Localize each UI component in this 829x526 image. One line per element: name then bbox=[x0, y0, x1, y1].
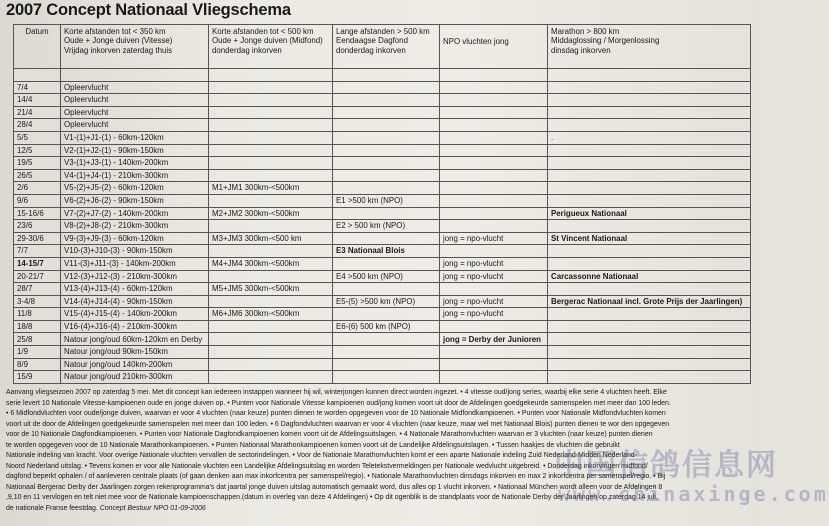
cell-midfond bbox=[209, 333, 333, 346]
cell-npo-jong bbox=[440, 220, 548, 233]
cell-date: 28/4 bbox=[14, 119, 61, 132]
cell-vitesse: V11-(3)+J11-(3) - 140km-200km bbox=[61, 257, 209, 270]
cell-dagfond bbox=[333, 69, 440, 82]
cell-npo-jong bbox=[440, 157, 548, 170]
schedule-row bbox=[14, 257, 751, 270]
cell-marathon bbox=[548, 283, 751, 296]
cell-npo-jong: jong = npo-vlucht bbox=[440, 308, 548, 321]
cell-midfond bbox=[209, 131, 333, 144]
cell-npo-jong bbox=[440, 320, 548, 333]
cell-date: 9/6 bbox=[14, 194, 61, 207]
cell-date: 8/9 bbox=[14, 358, 61, 371]
footnote-line: • 6 Midfondvluchten voor oude/jonge duiven, waarvan er voor 4 vluchten (naar keuze) punten dienen te worden opgegeven voor de 10 Nationale Midfondkampioenen. • Punten voor Nationale Midfondvluchten komen bbox=[6, 410, 666, 417]
cell-vitesse: V5-(2)+J5-(2) - 60km-120km bbox=[61, 182, 209, 195]
cell-date: 15-16/6 bbox=[14, 207, 61, 220]
cell-marathon bbox=[548, 358, 751, 371]
cell-dagfond bbox=[333, 308, 440, 321]
cell-date: 20-21/7 bbox=[14, 270, 61, 283]
cell-dagfond bbox=[333, 106, 440, 119]
cell-vitesse: Natour jong/oud 210km-300km bbox=[61, 371, 209, 384]
cell-dagfond bbox=[333, 283, 440, 296]
schedule-row bbox=[14, 245, 751, 258]
cell-marathon: St Vincent Nationaal bbox=[548, 232, 751, 245]
cell-dagfond bbox=[333, 131, 440, 144]
cell-marathon: . bbox=[548, 131, 751, 144]
header-text: donderdag inkorven bbox=[212, 45, 282, 55]
cell-date: 29-30/6 bbox=[14, 232, 61, 245]
cell-npo-jong bbox=[440, 194, 548, 207]
cell-dagfond bbox=[333, 257, 440, 270]
schedule-row bbox=[14, 333, 751, 346]
cell-dagfond bbox=[333, 346, 440, 359]
cell-npo-jong: jong = npo-vlucht bbox=[440, 232, 548, 245]
header-text: Oude + Jonge duiven (Vitesse) bbox=[64, 36, 173, 46]
footnote-line: de nationale Franse feestdag. Concept Bestuur NPO 01-09-2006 bbox=[6, 504, 206, 512]
cell-vitesse: V7-(2)+J7-(2) - 140km-200km bbox=[61, 207, 209, 220]
cell-dagfond bbox=[333, 207, 440, 220]
cell-date: 3-4/8 bbox=[14, 295, 61, 308]
cell-vitesse: Opleervlucht bbox=[61, 94, 209, 107]
schedule-row bbox=[14, 220, 751, 233]
cell-dagfond bbox=[333, 371, 440, 384]
cell-marathon bbox=[548, 169, 751, 182]
cell-dagfond: E1 >500 km (NPO) bbox=[333, 194, 440, 207]
schedule-body bbox=[14, 69, 751, 384]
footnote-lines bbox=[6, 388, 754, 514]
cell-midfond bbox=[209, 320, 333, 333]
cell-dagfond bbox=[333, 232, 440, 245]
cell-date: 26/5 bbox=[14, 169, 61, 182]
schedule-row bbox=[14, 358, 751, 371]
schedule-row bbox=[14, 283, 751, 296]
cell-dagfond bbox=[333, 94, 440, 107]
cell-midfond bbox=[209, 69, 333, 82]
cell-marathon bbox=[548, 182, 751, 195]
cell-npo-jong: jong = npo-vlucht bbox=[440, 295, 548, 308]
watermark-url: www.chinaxinge.com bbox=[558, 482, 829, 506]
header-text: Korte afstanden tot < 350 km bbox=[64, 27, 166, 36]
schedule-row bbox=[14, 182, 751, 195]
cell-vitesse: Natour jong/oud 90km-150km bbox=[61, 346, 209, 359]
footnote-line: ,9,10 en 11 vervlogen en telt niet mee voor de Nationale kampioenschappen.(datum in overleg van deze 4 Afdelingen) • Op dit ogenblik is de standplaats voor de Nationale Derby der Jaarlingen op zaterdag 14 juli, bbox=[6, 494, 658, 501]
header-text: Vrijdag inkorven zaterdag thuis bbox=[64, 45, 173, 55]
cell-date: 5/5 bbox=[14, 131, 61, 144]
footnote-line: voor de 10 Nationale Dagfondkampioenen. • Punten voor Nationale Dagfondkampioenen komen voort uit de Afdelingsuitslagen. • 4 Nationale Marathonvluchten waarvan er 3 vluchten (naar keuze) punten dienen bbox=[6, 431, 653, 438]
header-marathon bbox=[548, 25, 751, 69]
cell-vitesse: V13-(4)+J13-(4) - 60km-120km bbox=[61, 283, 209, 296]
schedule-row bbox=[14, 207, 751, 220]
cell-vitesse: Opleervlucht bbox=[61, 81, 209, 94]
cell-date: 25/8 bbox=[14, 333, 61, 346]
cell-vitesse: V10-(3)+J10-(3) - 90km-150km bbox=[61, 245, 209, 258]
header-text: Oude + Jonge duiven (Midfond) bbox=[212, 36, 323, 46]
cell-midfond bbox=[209, 157, 333, 170]
cell-npo-jong bbox=[440, 119, 548, 132]
cell-date: 14-15/7 bbox=[14, 257, 61, 270]
cell-vitesse: Natour jong/oud 60km-120km en Derby bbox=[61, 333, 209, 346]
cell-date: 23/6 bbox=[14, 220, 61, 233]
cell-dagfond bbox=[333, 169, 440, 182]
cell-vitesse: Opleervlucht bbox=[61, 119, 209, 132]
cell-midfond: M3+JM3 300km-<500 km bbox=[209, 232, 333, 245]
cell-marathon bbox=[548, 245, 751, 258]
cell-midfond bbox=[209, 169, 333, 182]
cell-midfond: M1+JM1 300km-<500km bbox=[209, 182, 333, 195]
header-text: Lange afstanden > 500 km bbox=[336, 27, 430, 36]
cell-npo-jong bbox=[440, 94, 548, 107]
cell-date: 14/4 bbox=[14, 94, 61, 107]
cell-midfond bbox=[209, 346, 333, 359]
schedule-row bbox=[14, 295, 751, 308]
schedule-row bbox=[14, 131, 751, 144]
cell-midfond bbox=[209, 81, 333, 94]
cell-npo-jong bbox=[440, 207, 548, 220]
cell-midfond bbox=[209, 94, 333, 107]
cell-dagfond: E4 >500 km (NPO) bbox=[333, 270, 440, 283]
cell-midfond bbox=[209, 245, 333, 258]
cell-dagfond bbox=[333, 119, 440, 132]
footnote-line: Aanvang vliegseizoen 2007 op zaterdag 5 mei. Met dit concept kan iedereen instappen wanneer hij wil, winterjongen kunnen direct worden ingezet. • 4 vitesse oud/jong series, waarbij elke serie 4 vluchten heeft. Elke bbox=[6, 389, 667, 396]
schedule-row bbox=[14, 232, 751, 245]
header-text: donderdag inkorven bbox=[336, 45, 406, 55]
cell-marathon bbox=[548, 308, 751, 321]
cell-midfond: M2+JM2 300km-<500km bbox=[209, 207, 333, 220]
cell-npo-jong bbox=[440, 144, 548, 157]
cell-vitesse: V2-(1)+J2-(1) - 90km-150km bbox=[61, 144, 209, 157]
schedule-row bbox=[14, 320, 751, 333]
footnote-line: Noord Nederland uitslag. • Tevens komen er voor alle Nationale vluchten een Landelijke Afdelingsuitslag en worden Teletekstvermeldingen per Nationale wedvlucht uitgebreid. • Donderdag inkorvingen midfond/ bbox=[6, 462, 648, 470]
cell-dagfond bbox=[333, 144, 440, 157]
cell-vitesse: V15-(4)+J15-(4) - 140km-200km bbox=[61, 308, 209, 321]
cell-marathon bbox=[548, 333, 751, 346]
cell-vitesse: Natour jong/oud 140km-200km bbox=[61, 358, 209, 371]
cell-vitesse: V9-(3)+J9-(3) - 60km-120km bbox=[61, 232, 209, 245]
cell-npo-jong bbox=[440, 346, 548, 359]
cell-marathon: Bergerac Nationaal incl. Grote Prijs der Jaarlingen) bbox=[548, 295, 751, 308]
cell-dagfond: E5-(5) >500 km (NPO) bbox=[333, 295, 440, 308]
cell-marathon bbox=[548, 220, 751, 233]
watermark-chinese-text: 中国信鸽信息网 bbox=[554, 448, 778, 483]
cell-midfond bbox=[209, 371, 333, 384]
header-short-vitesse bbox=[61, 25, 209, 69]
cell-npo-jong: jong = npo-vlucht bbox=[440, 270, 548, 283]
cell-midfond bbox=[209, 194, 333, 207]
header-text: NPO vluchten jong bbox=[443, 37, 509, 46]
cell-marathon bbox=[548, 144, 751, 157]
header-text: Korte afstanden tot < 500 km bbox=[212, 27, 314, 36]
cell-dagfond bbox=[333, 358, 440, 371]
cell-date: 12/5 bbox=[14, 144, 61, 157]
cell-midfond bbox=[209, 106, 333, 119]
cell-npo-jong bbox=[440, 283, 548, 296]
cell-date bbox=[14, 69, 61, 82]
cell-vitesse: V1-(1)+J1-(1) - 60km-120km bbox=[61, 131, 209, 144]
schedule-row bbox=[14, 94, 751, 107]
cell-dagfond bbox=[333, 81, 440, 94]
footnote-line: voort uit de door de Afdelingen goedgekeurde samenspelen met meer dan 100 leden. • 6 Dagfondvluchten waarvan er voor 4 vluchten (naar keuze, maar wel met Nationaal Blois) punten dienen te wor den opgegeven bbox=[6, 420, 670, 428]
cell-dagfond: E3 Nationaal Blois bbox=[333, 245, 440, 258]
cell-vitesse: V4-(1)+J4-(1) - 210km-300km bbox=[61, 169, 209, 182]
cell-marathon bbox=[548, 94, 751, 107]
cell-marathon bbox=[548, 194, 751, 207]
cell-npo-jong: jong = npo-vlucht bbox=[440, 257, 548, 270]
footnote bbox=[6, 388, 754, 514]
header-short-midfond bbox=[209, 25, 333, 69]
cell-midfond bbox=[209, 270, 333, 283]
schedule-row bbox=[14, 69, 751, 82]
cell-npo-jong bbox=[440, 371, 548, 384]
cell-vitesse: V14-(4)+J14-(4) - 90km-150km bbox=[61, 295, 209, 308]
footnote-signature: Concept Bestuur NPO 01-09-2006 bbox=[99, 504, 206, 512]
cell-dagfond: E2 > 500 km (NPO) bbox=[333, 220, 440, 233]
cell-midfond bbox=[209, 144, 333, 157]
header-long-dagfond bbox=[333, 25, 440, 69]
cell-marathon bbox=[548, 69, 751, 82]
cell-npo-jong bbox=[440, 358, 548, 371]
cell-marathon: Perigueux Nationaal bbox=[548, 207, 751, 220]
cell-marathon bbox=[548, 119, 751, 132]
footnote-line: Nationale indeling van kracht. Voor overige Nationale vluchten vervallen de sectorindelingen. • Voor de Nationale Marathonvluchten komt er een aparte Nationale indeling Zuid Nederland-Midden Nederland- bbox=[6, 452, 638, 459]
cell-marathon bbox=[548, 346, 751, 359]
cell-vitesse: V12-(3)+J12-(3) - 210km-300km bbox=[61, 270, 209, 283]
schedule-row bbox=[14, 144, 751, 157]
cell-midfond bbox=[209, 119, 333, 132]
schedule-row bbox=[14, 81, 751, 94]
flight-schedule-table bbox=[13, 24, 751, 384]
footnote-line: Nationaal Bergerac Derby der Jaarlingen zorgen rekenprogramma's dat jaartal jonge duiven uitslag automatisch gemaakt word, dus alles op 1 vlucht inkorven. • Nationaal München wordt alleen voor de Afdelingen 8 bbox=[6, 483, 663, 491]
cell-vitesse bbox=[61, 69, 209, 82]
cell-vitesse: V6-(2)+J6-(2) - 90km-150km bbox=[61, 194, 209, 207]
header-text: dinsdag inkorven bbox=[551, 45, 611, 55]
schedule-row bbox=[14, 346, 751, 359]
header-datum bbox=[14, 25, 61, 69]
schedule-row bbox=[14, 308, 751, 321]
cell-dagfond bbox=[333, 182, 440, 195]
schedule-row bbox=[14, 157, 751, 170]
cell-marathon bbox=[548, 81, 751, 94]
schedule-row bbox=[14, 169, 751, 182]
cell-marathon bbox=[548, 257, 751, 270]
cell-midfond bbox=[209, 220, 333, 233]
cell-dagfond bbox=[333, 333, 440, 346]
cell-npo-jong bbox=[440, 169, 548, 182]
cell-date: 18/8 bbox=[14, 320, 61, 333]
header-npo-jong bbox=[440, 25, 548, 69]
header-datum-label: Datum bbox=[25, 27, 49, 36]
cell-date: 7/7 bbox=[14, 245, 61, 258]
cell-marathon bbox=[548, 106, 751, 119]
cell-npo-jong bbox=[440, 69, 548, 82]
cell-vitesse: Opleervlucht bbox=[61, 106, 209, 119]
cell-marathon bbox=[548, 320, 751, 333]
footnote-line: serie levert 10 Nationale Vitesse-kampioenen oude en jonge duiven op. • Punten voor Nationale Vitesse kampioenen oud/jong komen voort uit door de Afdelingen goedgekeurde samenspelen met meer dan 100 leden. bbox=[6, 399, 671, 407]
schedule-row bbox=[14, 371, 751, 384]
cell-midfond: M6+JM6 300km-<500km bbox=[209, 308, 333, 321]
cell-date: 7/4 bbox=[14, 81, 61, 94]
cell-npo-jong bbox=[440, 81, 548, 94]
header-row bbox=[14, 25, 751, 69]
schedule-row bbox=[14, 270, 751, 283]
cell-marathon bbox=[548, 157, 751, 170]
footnote-line: dagfond beperkt ophalen / of aanleveren centrale plaats (of gaan denken aan max inkorfcentra per samenspel/regio). • Nationale Marathonvluchten dinsdags inkorven en max 2 inkorfcentra per samenspel/regio. • Bij bbox=[6, 473, 666, 480]
footnote-line: te worden opgegeven voor de 10 Nationale Marathonkampioenen. • Punten Nationaal Marathonkampioenen komen voort uit de Landelijke Afdelingsuitslagen. • Tussen haakjes de vluchten die gebruikt bbox=[6, 441, 620, 449]
cell-midfond bbox=[209, 295, 333, 308]
cell-vitesse: V3-(1)+J3-(1) - 140km-200km bbox=[61, 157, 209, 170]
cell-date: 2/6 bbox=[14, 182, 61, 195]
cell-date: 28/7 bbox=[14, 283, 61, 296]
cell-dagfond bbox=[333, 157, 440, 170]
cell-date: 21/4 bbox=[14, 106, 61, 119]
cell-npo-jong bbox=[440, 106, 548, 119]
cell-midfond bbox=[209, 358, 333, 371]
cell-marathon bbox=[548, 371, 751, 384]
header-text: Eendaagse Dagfond bbox=[336, 36, 408, 46]
cell-date: 19/5 bbox=[14, 157, 61, 170]
cell-date: 1/9 bbox=[14, 346, 61, 359]
schedule-row bbox=[14, 194, 751, 207]
cell-vitesse: V16-(4)+J16-(4) - 210km-300km bbox=[61, 320, 209, 333]
cell-npo-jong bbox=[440, 182, 548, 195]
header-text: Middaglossing / Morgenlossing bbox=[551, 36, 660, 46]
cell-vitesse: V8-(2)+J8-(2) - 210km-300km bbox=[61, 220, 209, 233]
schedule-row bbox=[14, 106, 751, 119]
cell-npo-jong: jong = Derby der Junioren bbox=[440, 333, 548, 346]
cell-midfond: M5+JM5 300km-<500km bbox=[209, 283, 333, 296]
cell-midfond: M4+JM4 300km-<500km bbox=[209, 257, 333, 270]
cell-npo-jong bbox=[440, 131, 548, 144]
cell-marathon: Carcassonne Nationaal bbox=[548, 270, 751, 283]
schedule-row bbox=[14, 119, 751, 132]
cell-date: 11/8 bbox=[14, 308, 61, 321]
cell-npo-jong bbox=[440, 245, 548, 258]
header-text: Marathon > 800 km bbox=[551, 27, 620, 36]
page-title: 2007 Concept Nationaal Vliegschema bbox=[6, 1, 291, 19]
cell-date: 15/9 bbox=[14, 371, 61, 384]
cell-dagfond: E6-(6) 500 km (NPO) bbox=[333, 320, 440, 333]
